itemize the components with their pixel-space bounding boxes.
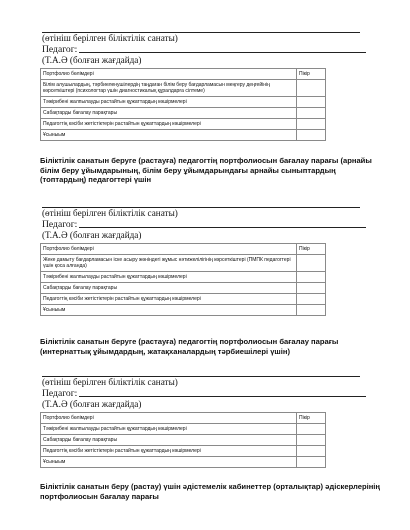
portfolio-table bbox=[40, 68, 326, 141]
table-row bbox=[41, 294, 326, 305]
section-heading-1: Біліктілік санатын беруге (растауға) педагогтің портфолиосын бағалау парағы (арнайы білім беру ұйымдарының, білім беру ұйымдарындағы арнайы сыныптардың (топтардың) педагогтері үшін bbox=[40, 156, 372, 185]
teacher-field bbox=[42, 44, 370, 55]
teacher-field bbox=[42, 219, 370, 230]
comment-cell[interactable] bbox=[297, 255, 326, 272]
table-header-row bbox=[41, 244, 326, 255]
comment-cell[interactable] bbox=[297, 283, 326, 294]
table-row bbox=[41, 108, 326, 119]
comment-cell[interactable] bbox=[297, 446, 326, 457]
name-caption: (Т.А.Ә (болған жағдайда) bbox=[42, 399, 142, 409]
section-heading-3: Біліктілік санатын беру (растау) үшін әдістемелік кабинеттер (орталықтар) әдіскерлерінің портфолиосын бағалау парағы bbox=[40, 482, 380, 501]
teacher-name-line[interactable] bbox=[79, 396, 366, 397]
comment-cell[interactable] bbox=[297, 294, 326, 305]
comment-cell[interactable] bbox=[297, 130, 326, 141]
comment-cell[interactable] bbox=[297, 108, 326, 119]
table-row bbox=[41, 283, 326, 294]
row-label: Сабақтарды бағалау парақтары bbox=[41, 108, 297, 119]
header-comment: Пікір bbox=[297, 244, 326, 255]
comment-cell[interactable] bbox=[297, 435, 326, 446]
row-label: Сабақтарды бағалау парақтары bbox=[41, 435, 297, 446]
header-sections: Портфолио бөлімдері bbox=[41, 244, 297, 255]
teacher-name-line[interactable] bbox=[79, 52, 366, 53]
name-caption: (Т.А.Ә (болған жағдайда) bbox=[42, 55, 142, 65]
name-caption: (Т.А.Ә (болған жағдайда) bbox=[42, 230, 142, 240]
teacher-name-line[interactable] bbox=[79, 227, 366, 228]
table-row bbox=[41, 130, 326, 141]
portfolio-table bbox=[40, 412, 326, 468]
comment-cell[interactable] bbox=[297, 305, 326, 316]
table-row bbox=[41, 119, 326, 130]
table-header-row bbox=[41, 69, 326, 80]
header-sections: Портфолио бөлімдері bbox=[41, 413, 297, 424]
header-comment: Пікір bbox=[297, 69, 326, 80]
form-section-2 bbox=[40, 207, 370, 316]
form-section-1 bbox=[40, 32, 370, 141]
section-heading-2: Біліктілік санатын беруге (растауға) педагогтің портфолиосын бағалау парағы (интернаттық ұйымдардың, жатақханалардың тәрбиешілері үшін) bbox=[40, 337, 339, 356]
portfolio-table bbox=[40, 243, 326, 316]
table-header-row bbox=[41, 413, 326, 424]
form-section-3 bbox=[40, 376, 370, 468]
teacher-label: Педагог: bbox=[42, 388, 78, 399]
row-label: Педагогтің кәсіби жетістіктерін растайтын құжаттардың көшірмелері bbox=[41, 446, 297, 457]
table-row bbox=[41, 97, 326, 108]
row-label: Сабақтарды бағалау парақтары bbox=[41, 283, 297, 294]
table-row bbox=[41, 272, 326, 283]
table-row bbox=[41, 435, 326, 446]
comment-cell[interactable] bbox=[297, 80, 326, 97]
comment-cell[interactable] bbox=[297, 424, 326, 435]
teacher-field bbox=[42, 388, 370, 399]
comment-cell[interactable] bbox=[297, 97, 326, 108]
table-row bbox=[41, 424, 326, 435]
row-label: Педагогтің кәсіби жетістіктерін растайтын құжаттардың көшірмелері bbox=[41, 119, 297, 130]
table-row bbox=[41, 305, 326, 316]
row-label: Педагогтің кәсіби жетістіктерін растайтын құжаттардың көшірмелері bbox=[41, 294, 297, 305]
table-row bbox=[41, 457, 326, 468]
comment-cell[interactable] bbox=[297, 457, 326, 468]
row-label: Ұсыныым bbox=[41, 305, 297, 316]
row-label: Тәжірибені жалпылауды растайтын құжаттардың көшірмелері bbox=[41, 424, 297, 435]
teacher-label: Педагог: bbox=[42, 44, 78, 55]
table-row bbox=[41, 80, 326, 97]
header-comment: Пікір bbox=[297, 413, 326, 424]
row-label: Тәжірибені жалпылауды растайтын құжаттардың көшірмелері bbox=[41, 97, 297, 108]
header-sections: Портфолио бөлімдері bbox=[41, 69, 297, 80]
row-label: Тәжірибені жалпылауды растайтын құжаттардың көшірмелері bbox=[41, 272, 297, 283]
category-caption: (өтініш берілген біліктілік санаты) bbox=[42, 377, 178, 387]
row-label: Білім алушылардың, тәрбиеленушілердің таңдаған білім беру бағдарламасын меңгеру деңгейінің көрсеткіштері (психологтар үшін диагностикалық құралдарға сілтеме) bbox=[41, 80, 297, 97]
teacher-label: Педагог: bbox=[42, 219, 78, 230]
table-row bbox=[41, 446, 326, 457]
row-label: Ұсыныым bbox=[41, 457, 297, 468]
comment-cell[interactable] bbox=[297, 119, 326, 130]
comment-cell[interactable] bbox=[297, 272, 326, 283]
row-label: Жеке дамыту бағдарламасын іске асыру жөніндегі жұмыс нәтижелілігінің көрсеткіштері (ПМПК педагогтері үшін қоса алғанда) bbox=[41, 255, 297, 272]
row-label: Ұсыныым bbox=[41, 130, 297, 141]
category-caption: (өтініш берілген біліктілік санаты) bbox=[42, 33, 178, 43]
table-row bbox=[41, 255, 326, 272]
category-caption: (өтініш берілген біліктілік санаты) bbox=[42, 208, 178, 218]
